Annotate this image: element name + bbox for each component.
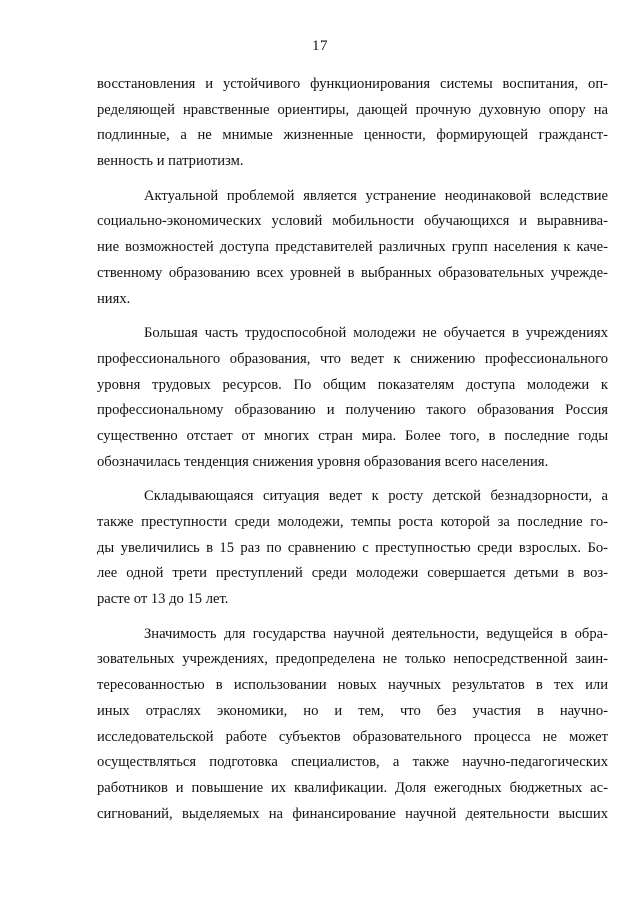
text-line: тересованностью в использовании новых научных результатов в тех или <box>97 677 608 694</box>
text-line: Актуальной проблемой является устранение неодинаковой вследствие <box>144 187 608 204</box>
text-line: ды увеличились в 15 раз по сравнению с преступностью среди взрослых. Бо- <box>97 539 608 556</box>
paragraph-1 <box>97 72 608 175</box>
page-number: 17 <box>312 38 328 54</box>
text-line: профессионального образования, что ведет к снижению профессионального <box>97 350 608 367</box>
text-line: также преступности среди молодежи, темпы роста которой за последние го- <box>97 514 608 530</box>
text-line: обозначилась тенденция снижения уровня образования всего населения. <box>97 453 549 470</box>
text-line: профессиональному образованию и получению такого образования Россия <box>97 402 608 419</box>
text-line: социально-экономических условий мобильности обучающихся и выравнива- <box>97 213 608 230</box>
text-line: существенно отстает от многих стран мира. Более того, в последние годы <box>97 427 608 444</box>
text-line: Складывающаяся ситуация ведет к росту детской безнадзорности, а <box>144 488 608 505</box>
paragraph-2 <box>97 184 608 312</box>
text-line: ственному образованию всех уровней в выбранных образовательных учрежде- <box>97 264 608 281</box>
text-line: ределяющей нравственные ориентиры, дающей прочную духовную опору на <box>97 101 608 118</box>
text-line: ниях. <box>97 290 131 307</box>
paragraph-5 <box>97 622 608 828</box>
text-line: восстановления и устойчивого функционирования системы воспитания, оп- <box>97 76 608 92</box>
text-line: уровня трудовых ресурсов. По общим показателям доступа молодежи к <box>97 376 608 393</box>
text-line: лее одной трети преступлений среди молодежи совершается детьми в воз- <box>97 565 608 582</box>
text-line: Значимость для государства научной деятельности, ведущейся в обра- <box>144 625 608 642</box>
text-line: сигнований, выделяемых на финансирование научной деятельности высших <box>97 805 608 822</box>
text-line: исследовательской работе субъектов образовательного процесса не может <box>97 728 608 745</box>
text-line: Большая часть трудоспособной молодежи не обучается в учреждениях <box>144 325 608 342</box>
text-line: работников и повышение их квалификации. Доля ежегодных бюджетных ас- <box>97 779 608 796</box>
text-line: расте от 13 до 15 лет. <box>97 591 229 608</box>
text-line: иных отраслях экономики, но и тем, что без участия в научно- <box>97 702 608 719</box>
paragraph-3 <box>97 321 608 475</box>
text-line: подлинные, а не мнимые жизненные ценности, формирующей гражданст- <box>97 127 608 144</box>
text-line: осуществляться подготовка специалистов, а также научно-педагогических <box>97 754 608 771</box>
text-line: зовательных учреждениях, предопределена не только непосредственной заин- <box>97 651 608 668</box>
text-line: ние возможностей доступа представителей различных групп населения к каче- <box>97 239 608 256</box>
paragraph-4 <box>97 484 608 612</box>
text-line: венность и патриотизм. <box>97 153 244 170</box>
text-body <box>97 72 608 827</box>
